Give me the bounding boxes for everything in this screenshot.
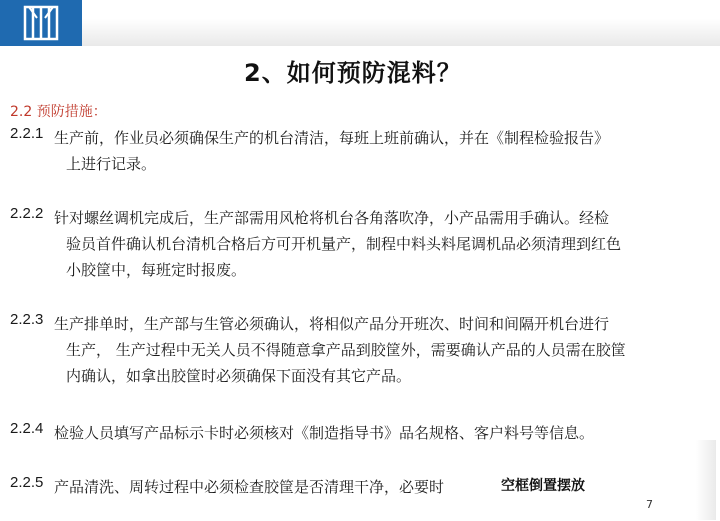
item-line: 针对螺丝调机完成后，生产部需用风枪将机台各角落吹净，小产品需用手确认。经检 (54, 209, 610, 227)
item-line: 上进行记录。 (66, 155, 157, 173)
item-line: 产品清洗、周转过程中必须检查胶筐是否清理干净，必要时 (54, 478, 445, 496)
item-number: 2.2.5 (10, 474, 44, 491)
item-line: 内确认，如拿出胶筐时必须确保下面没有其它产品。 (66, 367, 412, 385)
slide-title: 2、如何预防混料？ (244, 59, 462, 87)
item-line: 生产前，作业员必须确保生产的机台清洁，每班上班前确认，并在《制程检验报告》 (54, 129, 610, 147)
header-band (0, 0, 720, 46)
item-line: 验员首件确认机台清机合格后方可开机量产，制程中料头料尾调机品必须清理到红色 (66, 235, 622, 253)
edge-shadow (696, 440, 716, 520)
item-text (54, 205, 704, 283)
item-text (54, 420, 704, 446)
item-number: 2.2.4 (10, 420, 44, 437)
overlay-caption: 空框倒置摆放 (495, 474, 591, 496)
page-number: 7 (646, 498, 653, 511)
item-line: 生产排单时，生产部与生管必须确认，将相似产品分开班次、时间和间隔开机台进行 (54, 315, 610, 333)
item-number: 2.2.2 (10, 205, 44, 222)
item-text (54, 125, 704, 177)
item-text (54, 311, 704, 389)
item-line: 生产， 生产过程中无关人员不得随意拿产品到胶筐外，需要确认产品的人员需在胶筐 (66, 341, 626, 359)
logo-mark-icon (22, 4, 60, 42)
item-number: 2.2.1 (10, 125, 44, 142)
item-line: 检验人员填写产品标示卡时必须核对《制造指导书》品名规格、客户料号等信息。 (54, 424, 595, 442)
item-line: 小胶筐中，每班定时报废。 (66, 261, 247, 279)
item-number: 2.2.3 (10, 311, 44, 328)
item-text (54, 474, 704, 500)
section-heading: 2.2 预防措施： (10, 104, 107, 120)
company-logo (0, 0, 82, 46)
